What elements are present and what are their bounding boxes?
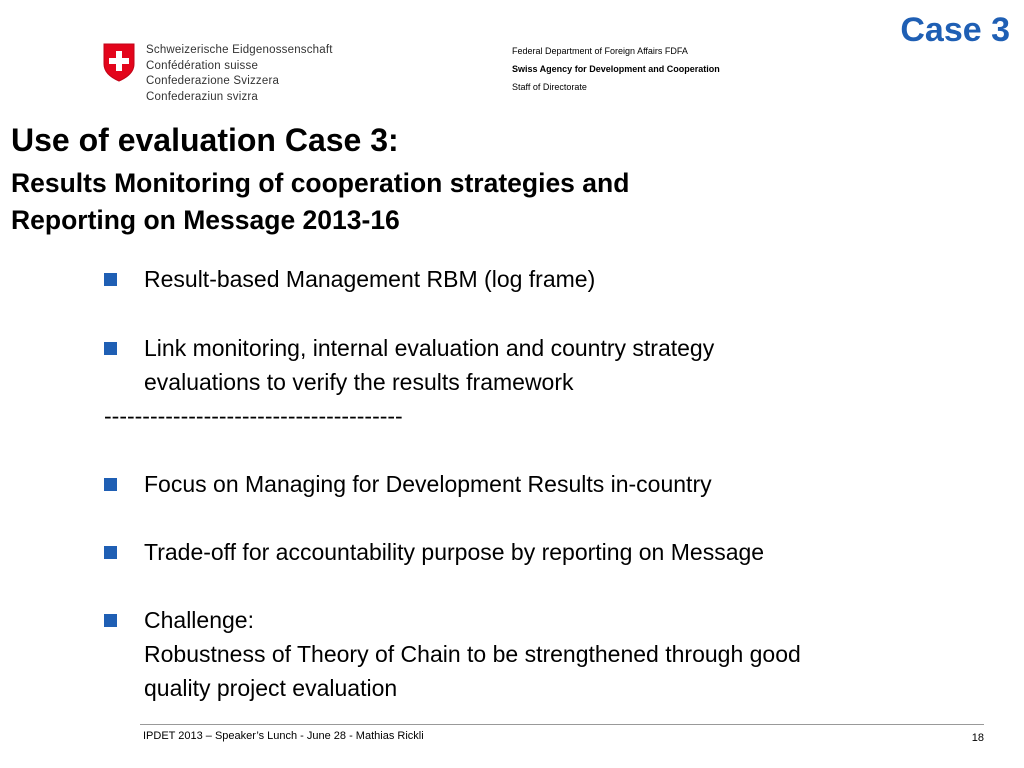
- case-label: Case 3: [900, 11, 1010, 49]
- slide-title: [11, 121, 911, 239]
- bullet-text: Focus on Managing for Development Results in-country: [144, 471, 712, 497]
- bullet-text: Link monitoring, internal evaluation and country strategy: [144, 335, 715, 361]
- square-bullet-icon: [104, 342, 117, 355]
- confederation-wordmark: [146, 43, 333, 105]
- subtitle-line-2: Reporting on Message 2013-16: [11, 205, 400, 235]
- bullet-text: Result-based Management RBM (log frame): [144, 266, 596, 292]
- subtitle-line-1: Results Monitoring of cooperation strategies and: [11, 168, 630, 198]
- bullet-text: quality project evaluation: [144, 675, 398, 701]
- square-bullet-icon: [104, 478, 117, 491]
- swiss-flag-icon: [102, 42, 136, 87]
- wordmark-line-fr: Confédération suisse: [146, 59, 259, 72]
- separator-dashes: ---------------------------------------: [104, 403, 403, 429]
- bullet-text: Trade-off for accountability purpose by reporting on Message: [144, 539, 765, 565]
- footer-text: IPDET 2013 – Speaker’s Lunch - June 28 - Mathias Rickli: [143, 730, 424, 742]
- department-name: Federal Department of Foreign Affairs FDFA: [512, 46, 688, 56]
- square-bullet-icon: [104, 546, 117, 559]
- square-bullet-icon: [104, 273, 117, 286]
- agency-name: Swiss Agency for Development and Cooperation: [512, 64, 720, 74]
- footer-divider: [140, 724, 984, 725]
- bullet-text: Challenge:: [144, 607, 254, 633]
- square-bullet-icon: [104, 614, 117, 627]
- bullet-item: [104, 603, 984, 705]
- title-subtitle: [11, 165, 911, 239]
- bullet-item: [104, 331, 984, 399]
- bullet-item: [104, 467, 984, 501]
- title-main: Use of evaluation Case 3:: [11, 122, 399, 158]
- agency-block: [512, 47, 720, 101]
- bullet-text: Robustness of Theory of Chain to be strengthened through good: [144, 641, 801, 667]
- wordmark-line-rm: Confederaziun svizra: [146, 90, 259, 103]
- unit-name: Staff of Directorate: [512, 82, 587, 92]
- bullet-text: evaluations to verify the results framework: [144, 369, 574, 395]
- page-number: 18: [971, 732, 984, 744]
- bullet-item: [104, 535, 984, 569]
- wordmark-line-de: Schweizerische Eidgenossenschaft: [146, 44, 333, 56]
- bullet-item: [104, 262, 984, 296]
- wordmark-line-it: Confederazione Svizzera: [146, 75, 280, 87]
